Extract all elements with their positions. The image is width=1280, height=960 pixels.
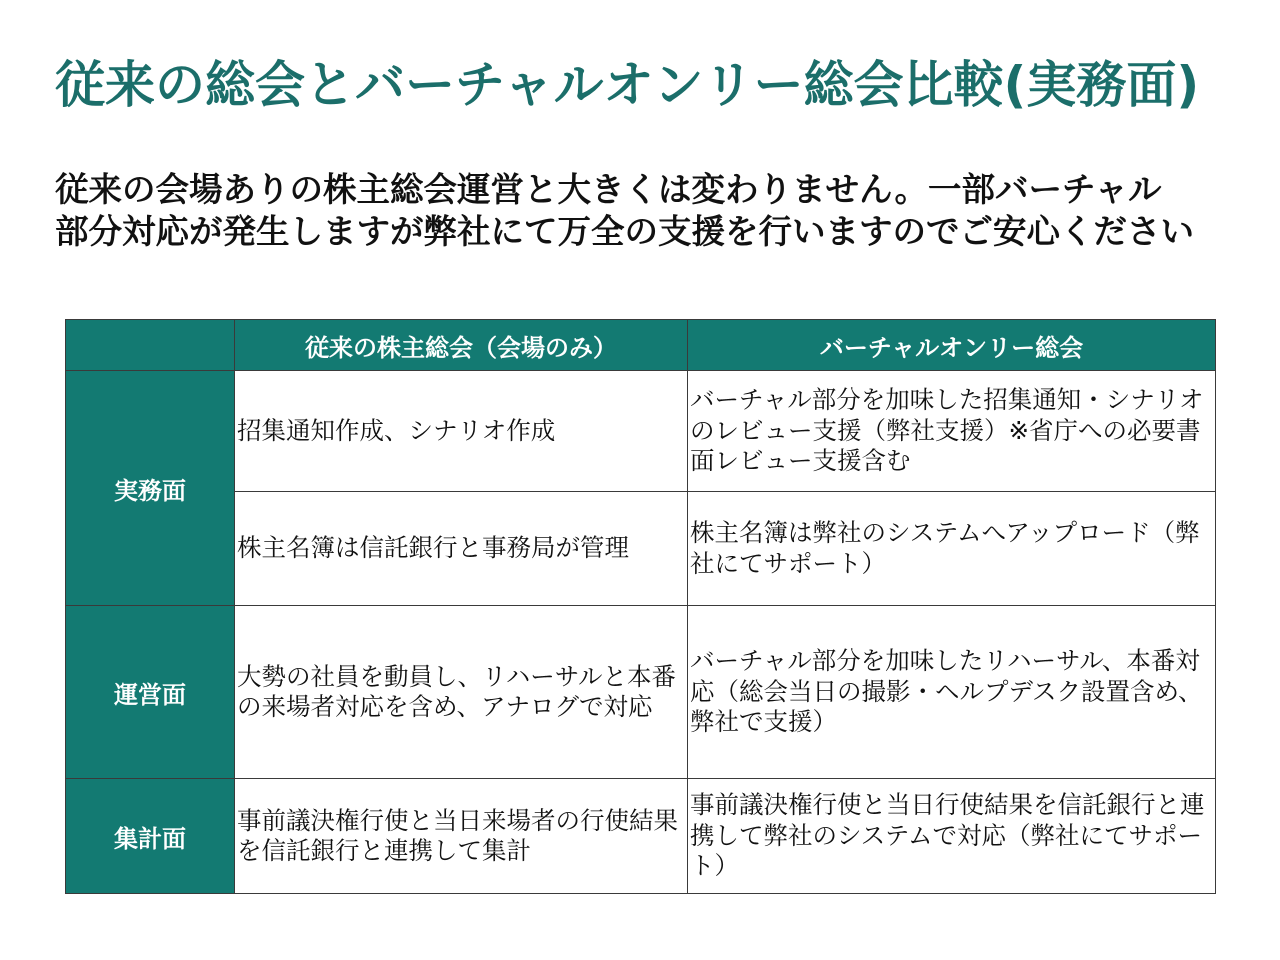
cell-virtual: バーチャル部分を加味した招集通知・シナリオのレビュー支援（弊社支援）※省庁への必要書面レビュー支援含む	[688, 371, 1216, 492]
header-conventional: 従来の株主総会（会場のみ）	[235, 320, 688, 371]
category-label-practical: 実務面	[66, 371, 235, 606]
category-label-tally: 集計面	[66, 779, 235, 894]
table-row	[66, 606, 1216, 779]
cell-conventional: 大勢の社員を動員し、リハーサルと本番の来場者対応を含め、アナログで対応	[235, 606, 688, 779]
table-row	[66, 492, 1216, 606]
cell-conventional: 招集通知作成、シナリオ作成	[235, 371, 688, 492]
cell-conventional: 株主名簿は信託銀行と事務局が管理	[235, 492, 688, 606]
subtitle-line: 部分対応が発生しますが弊社にて万全の支援を行いますのでご安心ください	[55, 212, 1194, 251]
slide-subtitle	[55, 169, 1194, 253]
cell-virtual: バーチャル部分を加味したリハーサル、本番対応（総会当日の撮影・ヘルプデスク設置含め、弊社で支援）	[688, 606, 1216, 779]
cell-virtual: 事前議決権行使と当日行使結果を信託銀行と連携して弊社のシステムで対応（弊社にてサポート）	[688, 779, 1216, 894]
slide-title: 従来の総会とバーチャルオンリー総会比較(実務面)	[55, 56, 1200, 114]
header-virtual: バーチャルオンリー総会	[688, 320, 1216, 371]
header-corner-cell	[66, 320, 235, 371]
category-label-operations: 運営面	[66, 606, 235, 779]
table-header-row	[66, 320, 1216, 371]
cell-virtual: 株主名簿は弊社のシステムへアップロード（弊社にてサポート）	[688, 492, 1216, 606]
cell-conventional: 事前議決権行使と当日来場者の行使結果を信託銀行と連携して集計	[235, 779, 688, 894]
table-row	[66, 371, 1216, 492]
subtitle-line: 従来の会場ありの株主総会運営と大きくは変わりません。一部バーチャル	[55, 170, 1162, 209]
comparison-table	[65, 319, 1216, 894]
table-row	[66, 779, 1216, 894]
